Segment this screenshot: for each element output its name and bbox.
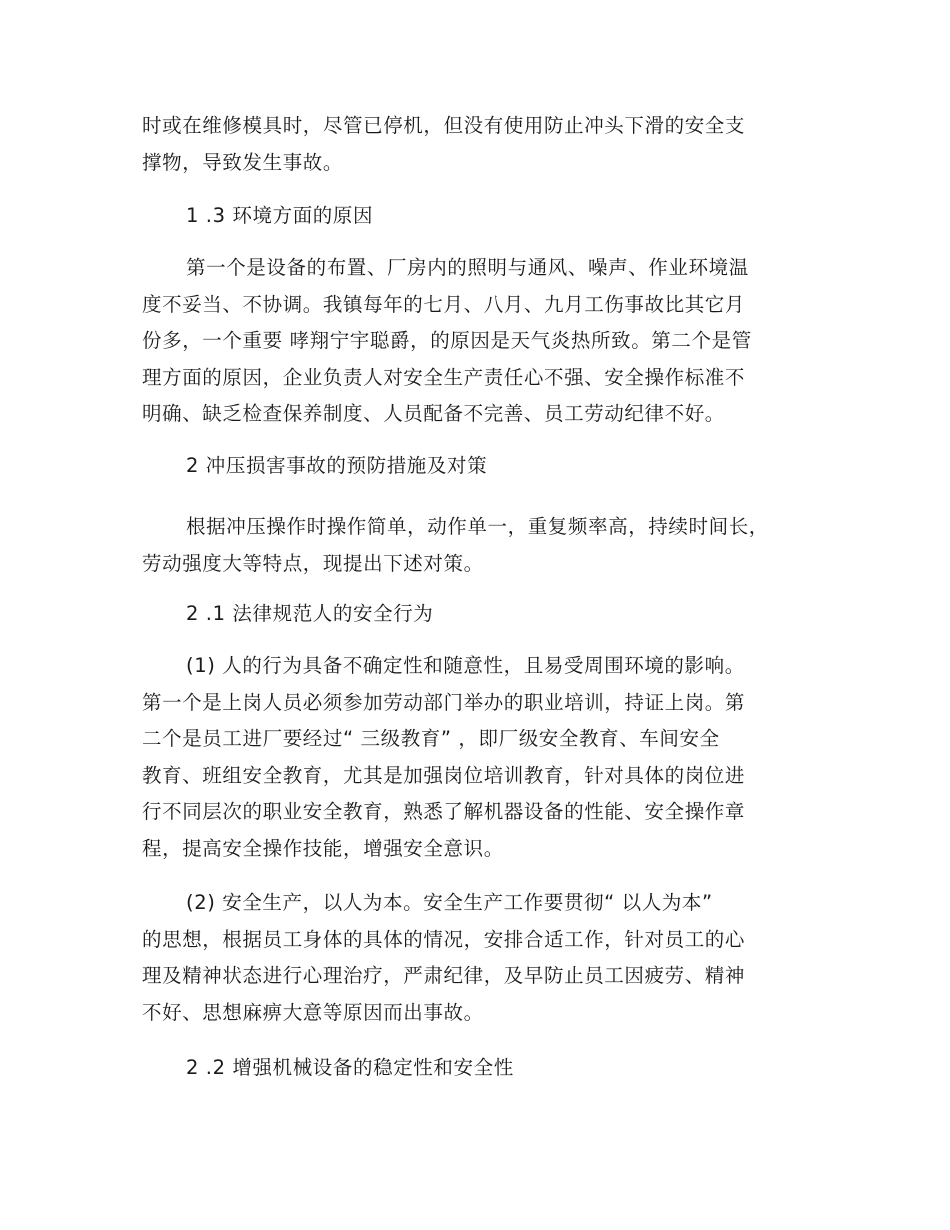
section-heading [142, 448, 812, 485]
text-line: 理及精神状态进行心理治疗，严肃纪律，及早防止员工因疲劳、精神 [142, 964, 746, 987]
body-paragraph [142, 108, 812, 181]
section-heading [142, 198, 812, 235]
text-line: (2) 安全生产，以人为本。安全生产工作要贯彻“ 以人为本” [186, 891, 713, 914]
text-line: 不好、思想麻痹大意等原因而出事故。 [142, 1000, 484, 1024]
text-line: 二个是员工进厂要经过“ 三级教育” ，即厂级安全教育、车间安全 [142, 727, 720, 750]
text-line: 理方面的原因，企业负责人对安全生产责任心不强、安全操作标准不 [142, 365, 746, 389]
text-line: 劳动强度大等特点，现提出下述对策。 [142, 551, 484, 575]
text-line: 第一个是上岗人员必须参加劳动部门举办的职业培训，持证上岗。第 [142, 690, 746, 714]
text-line: 根据冲压操作时操作简单，动作单一，重复频率高，持续时间长， [186, 515, 769, 538]
text-line: 份多，一个重要 哮翔宁宇聪爵，的原因是天气炎热所致。第二个是管 [142, 329, 752, 352]
text-line: 撑物，导致发生事故。 [142, 150, 344, 174]
heading-text: 1 .3 环境方面的原因 [186, 204, 374, 227]
text-line: 度不妥当、不协调。我镇每年的七月、八月、九月工伤事故比其它月 [142, 292, 746, 316]
text-line: 时或在维修模具时，尽管已停机，但没有使用防止冲头下滑的安全支 [142, 114, 746, 137]
heading-text: 2 .1 法律规范人的安全行为 [186, 602, 434, 625]
section-heading [142, 1050, 812, 1087]
body-paragraph [142, 648, 812, 867]
text-line: (1) 人的行为具备不确定性和随意性，且易受周围环境的影响。 [186, 654, 745, 677]
text-line: 的思想，根据员工身体的具体的情况，安排合适工作，针对员工的心 [142, 927, 746, 951]
heading-text: 2 冲压损害事故的预防措施及对策 [186, 454, 488, 477]
text-line: 程，提高安全操作技能，增强安全意识。 [142, 836, 504, 860]
body-paragraph [142, 509, 812, 582]
heading-text: 2 .2 增强机械设备的稳定性和安全性 [186, 1056, 514, 1079]
text-line: 明确、缺乏检查保养制度、人员配备不完善、员工劳动纪律不好。 [142, 402, 725, 425]
text-line: 第一个是设备的布置、厂房内的照明与通风、噪声、作业环境温 [186, 256, 749, 279]
body-paragraph [142, 250, 812, 433]
section-heading [142, 596, 812, 633]
text-line: 行不同层次的职业安全教育，熟悉了解机器设备的性能、安全操作章 [142, 800, 746, 823]
body-paragraph [142, 885, 812, 1031]
text-line: 教育、班组安全教育，尤其是加强岗位培训教育，针对具体的岗位进 [142, 763, 746, 787]
